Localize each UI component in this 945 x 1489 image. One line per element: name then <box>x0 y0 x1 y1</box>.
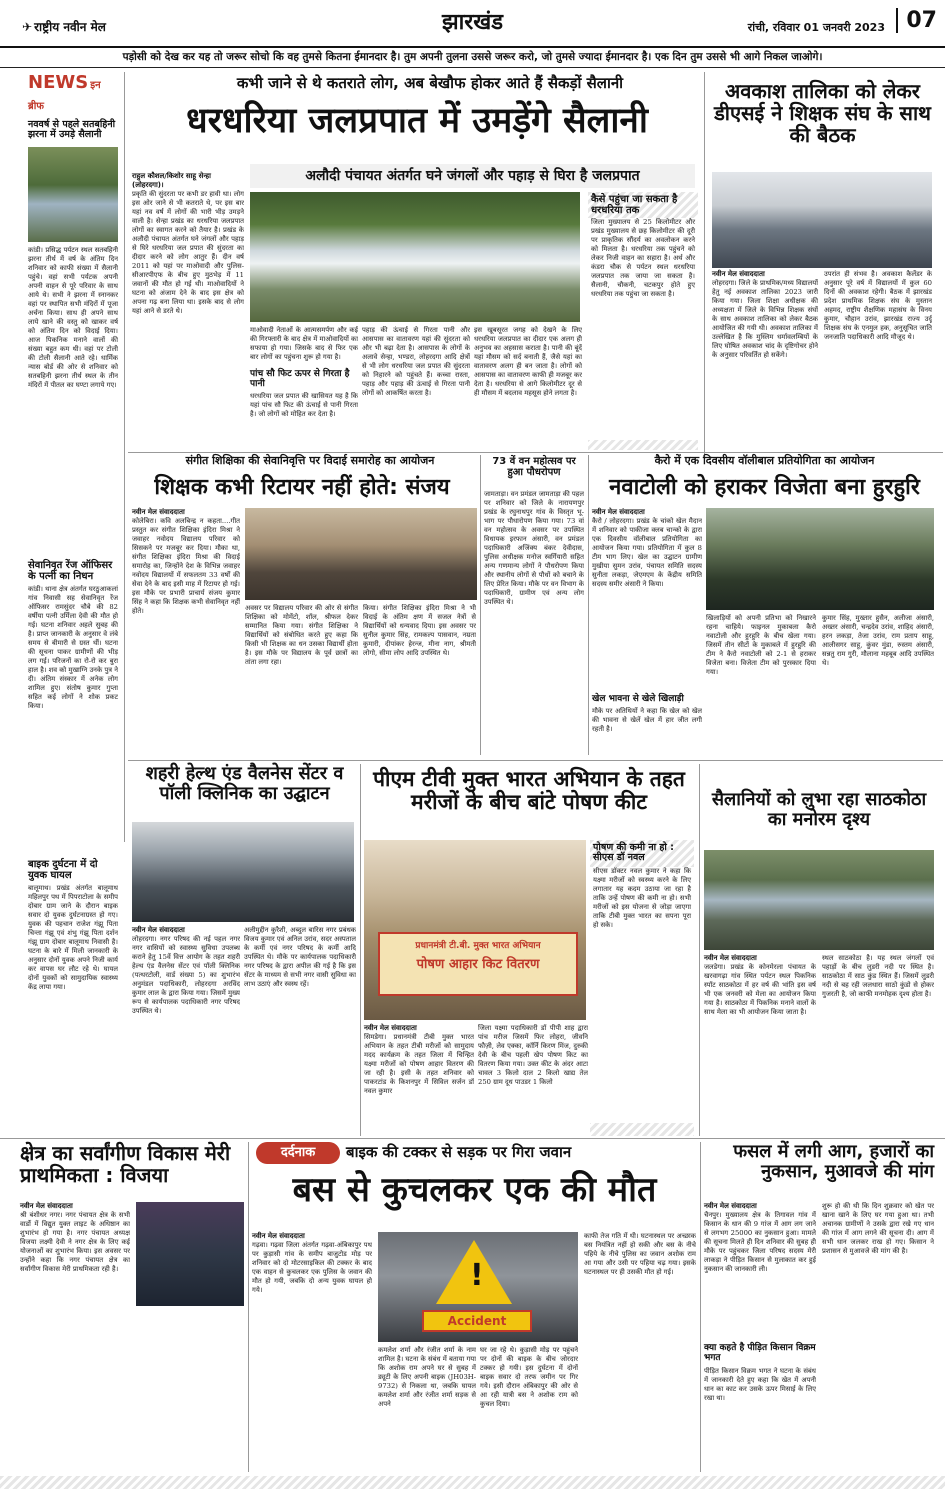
news-brief-logo <box>28 72 118 114</box>
bird-icon: ✈ <box>22 20 33 34</box>
lead-col2-subhead: पांच सौ फिट ऊपर से गिरता है पानी <box>250 369 350 389</box>
volleyball-team-photo <box>706 508 934 610</box>
pm-col2-text: जिला यक्ष्मा पदाधिकारी डॉ पीपी शाह द्वारा पांच मरीज जिसमें फिर लोहरा, जीवनि फौज़ी, लेव एक्का, कॉर्नि किरण मिंज, दुरुकी देवी के बीच पहली खेप पोषण किट का वितरण किया गया। उक्त कीट के अंदर आटा चावल 3 किलो दाल 2 किलो खाद्य तेल 250 ग्राम दूध पाउडर 1 किलो <box>478 1024 588 1086</box>
streetlight-photo <box>136 1202 244 1306</box>
brief2-headline: सेवानिवृत रेंज ऑफिसर के पत्नी का निधन <box>28 559 113 582</box>
bus-headline: बस से कुचलकर एक की मौत <box>292 1170 657 1210</box>
bus-col1 <box>252 1232 372 1472</box>
divider <box>124 72 125 842</box>
daily-quote: पड़ोसी को देख कर यह तो जरूर सोचो कि वह तुमसे कितना ईमानदार है। तुम अपनी तुलना उससे जरूर करो, जो तुमसे ज्यादा ईमानदार है। एक दिन तुम उससे भी आगे निकल जाओगे। <box>122 51 823 63</box>
brief3-text: बालूमाथ। प्रखंड अंतर्गत बालूमाथ महिलपुर पथ में पिपराटोला के समीप दोबार ग्राम जाने के दौरान बाइक सवार दो युवक दुर्घटनाग्रस्त हो गए। युवक की पहचान राजेश गंझू पिता चिन्ता गंझू एवं शंभु गंझू पिता दर्शन गंझू ग्राम दोबार बालूमाथ निवासी है। घटना के बारे में मिली जानकारी के अनुसार दोनों युवक अपने निजी कार्य कर वापस घर लौट रहे थे। घायल दोनों युवकों को सामुदायिक स्वास्थ्य केंद्र लाया गया। <box>28 883 118 991</box>
health-col1 <box>132 926 240 1134</box>
lead-headline: धरधरिया जलप्रपात में उमड़ेंगे सैलानी <box>186 101 648 141</box>
brief1-headline: नववर्ष से पहले सतबहिनी झरना में उमड़े सैलानी <box>28 119 116 141</box>
lead-col2 <box>250 326 358 450</box>
pm-byline: नवीन मेल संवाददाता <box>364 1024 417 1032</box>
tragic-tag: दर्दनाक <box>256 1142 340 1164</box>
fasal-col1-text: चैनपुर। मुख्यालय क्षेत्र के तिगावल गांव में किसान के धान की 9 गांज में आग लग जाने से लगभग 25000 का नुकसान हुआ। मामले की सूचना मिलते ही दिन शनिवार की सुबह ही मौके पर पहुंचकर जिला परिषद सदस्य मेरी लाकड़ा ने पीड़ित किसान से मुलाकात कर हुई नुकसान की जानकारी ली। <box>704 1211 816 1273</box>
bus-byline: नवीन मेल संवाददाता <box>252 1232 305 1240</box>
accident-photo <box>378 1232 578 1342</box>
news-logo-text: NEWS <box>28 72 89 93</box>
teacher-col2-text: अवसर पर विद्यालय परिवार की ओर से संगीत शिक्षिका को मोमेंटो, शॉल, श्रीफल देकर सम्मानित किया गया। संगीत शिक्षिका ने विद्यार्थियों को संबोधित करते हुए कहा कि किसी भी शिक्षक का धन उसका विद्यार्थी होता है। इस मौके पर विद्यालय के पूर्व छात्रों का तांता लगा रहा। <box>245 604 358 666</box>
news-logo-sub: इन ब्रीफ <box>28 80 101 112</box>
brief2-text: कांडी। थाना क्षेत्र अंतर्गत घरठुआकलां गांव निवासी सह सेवानिवृत रेंज ऑफिसर रामसुंदर चौबे की 82 वर्षीया पत्नी उर्मिला देवी की मौत हो गई। घटना शनिवार अहले सुबह की है। प्राप्त जानकारी के अनुसार वे लंबे समय से बीमारी से ग्रस्त थीं। घटना की सूचना पाकर ग्रामीणों की भीड़ लग गई। परिजनों का रो-रो कर बुरा हाल है। शव को मुखाग्नि उनके पुत्र ने दी। अंतिम संस्कार में अनेक लोग शामिल हुए। संतोष कुमार गुप्ता सहित कई लोगों ने शोक प्रकट किया। <box>28 584 118 710</box>
masthead <box>0 0 945 48</box>
lead-box-title: कैसे पहुंचा जा सकता है धरधरिया तक <box>591 194 678 216</box>
divider <box>588 455 589 755</box>
pm-box-text: सीएस डॉक्टर नवल कुमार ने कहा कि यक्ष्मा मरीजों को स्वस्थ्य करने के लिए लगातार यह कदम उठाया जा रहा है ताकि उन्हें पोषण की कमी ना हो। सभी मरीजों को इस योजना से जोड़ा जाएगा ताकि टीबी मुक्त भारत का सपना पूरा हो सके। <box>590 867 694 1123</box>
brief1-text: कांडी। प्रसिद्ध पर्यटन स्थल सतबहिनी झरना तीर्थ में वर्ष के अंतिम दिन शनिवार को काफी संख्या में सैलानी पहुंचे। वहां सभी पर्यटक अपनी अपनी वाहन से पूरे परिवार के साथ आये थे। सभी ने झरना में स्नानकर वहां पर स्थापित सभी मंदिरों में पूजा अर्चना किया। साथ ही अपने साथ लाये खाने की वस्तु को खाकर वर्ष को अंतिम दिन को विदाई दिया। आज पिकनिक मनाने वालों की संख्या बहुत कम थी। वहां पर टोली की टोली सैलानी आते रहे। धार्मिक न्यास बोर्ड की ओर से शनिवार को सतबहिनी झरना तीर्थ स्थल के तीन मंदिरों में पीतल का घण्टा लगाये गए। <box>28 245 118 389</box>
dateline: रांची, रविवार 01 जनवरी 2023 <box>747 21 885 34</box>
footer-pattern <box>0 1476 945 1489</box>
brief3-headline: बाइक दुर्घटना में दो युवक घायल <box>28 858 98 881</box>
sathkothwa-col1-text: जलडेगा। प्रखंड के कोनमेरला पंचायत के खरवागढ़ा गांव स्थित पर्यटन स्थल पिकनिक स्पॉट साठकोठा में हर वर्ष की भांति इस वर्ष भी एक जनवरी को मेला का आयोजन किया गया है। साठकोठा में पिकनिक मनाने वालों के साथ मेला का भी आयोजन किया जाता है। <box>704 963 816 1016</box>
kit-banner-line1: प्रधानमंत्री टी.बी. मुक्त भारत अभियान <box>415 941 541 951</box>
teacher-col3-text: किया। संगीत शिक्षिका इंदिरा मिश्रा ने भी विदाई के अंतिम क्षण में सजल नेत्रों से विद्यार्थियों को धन्यवाद दिया। इस अवसर पर सुनील कुमार सिंह, रामकल्प पासवान, नम्रता कुमारी, दीपांकर हेरन्ज, मीना नाग, श्रीमती लोगो, सीमा लोप आदि उपस्थित थे। <box>363 604 476 657</box>
van-headline: 73 वें वन महोत्सव पर हुआ पौधरोपण <box>492 456 576 478</box>
health-col2-text: अलीमुद्दीन कुरैशी, अब्दुल बारिस नगर प्रबंधक विजय कुमार एवं अनिल उरांव, सदर अस्पताल के कर्मी एवं नगर परिषद के कर्मी आदि उपस्थित थे। मौके पर कार्यपालक पदाधिकारी नगर परिषद के द्वारा अपील की गई है कि इस सेंटर के माध्यम से सभी नगर वासी सुविधा का लाभ उठाएं और स्वस्थ रहें। <box>244 926 356 988</box>
teacher-col1 <box>132 508 240 756</box>
fasal-byline: नवीन मेल संवाददाता <box>704 1202 757 1210</box>
section-title: झारखंड <box>441 10 504 35</box>
fasal-col2-text: शुरू हो की थी कि दिन शुक्रवार को खेत पर खाना खाने के लिए घर गया हुआ था। तभी अचानक ग्रामीणों ने उसके द्वारा रखे गए धान की गांज में आग लगने की सूचना दी। आग में सभी धान जलकर राख हो गए। किसान ने प्रशासन से मुआवजे की मांग की है। <box>822 1202 934 1255</box>
fasal-col1b-text: पीड़ित किसान विक्रम भगत ने घटना के संबंध में जानकारी देते हुए कहा कि खेत में अपनी धान का काट कर उसके ऊपर मिसाई के लिए रखा था। <box>704 1366 816 1402</box>
lead-col4-text: इस खूबसूरत जगह को देखने के लिए धरधरिया जलप्रपात का दीदार एक अलग ही अनुभव का अहसास कराता है। पानी की बूंदें यहां मौसम को सर्द बनाती हैं, जैसे यहां का वातावरण अलग ही बन जाता है। लोगों को आसपास का वातावरण काफी ही मजबूर कर देता है। धरधरिया से आगे किलोमीटर दूर से ही मौसम में बदलाव महसूस होने लगता है। <box>474 326 582 397</box>
teacher-col1-text: कोलेबिरा। कवि अलबिन्द्र न कहता....गीत प्रस्तुत कर संगीत शिक्षिका इंदिरा मिश्रा ने जवाहर नवोदय विद्यालय परिवार को सिसकने पर मजबूर कर दिया। मौका था, संगीत शिक्षिका इंदिरा मिश्रा की विदाई समारोह का, जिन्होंने देश के विभिन्न जवाहर नवोदय विद्यालयों में सफलतम 33 वर्षों की सेवा देने के बाद इसी माह में रिटायर हो गई। इस मौके पर प्रभारी प्राचार्य संजय कुमार सिंह ने कहा कि शिक्षक कभी सेवानिवृत नहीं होते। <box>132 517 240 615</box>
health-headline: शहरी हेल्थ एंड वैलनेस सेंटर व पॉली क्लिनिक का उद्घाटन <box>145 763 344 804</box>
bus-col3-text: घर जा रहे थे। कुड़ासी मोड़ पर पहुंचने पर दोनों की बाइक के बीच जोरदार टक्कर हो गयी। इस दुर्घटना में दोनों बाइक सवार दो तरफ जमीन पर गिर गये। इसी दौरान अंबिकापुर की ओर से आ रही यात्री बस ने अशोक राम को कुचल दिया। <box>480 1346 578 1408</box>
vijaya-col <box>20 1202 130 1472</box>
bus-col1-text: गढ़वा। गढ़वा जिला अंतर्गत गढ़वा-अंबिकापुर पथ पर कुड़ासी गांव के समीप बाजुटोड मोड़ पर शनिवार को दो मोटरसाइकिल की टक्कर के बाद एक वाहन से कुचलकर एक पुलिस के जवान की मौत हो गयी, जबकि दो अन्य युवक घायल हो गये। <box>252 1241 372 1294</box>
volley-col1 <box>592 508 702 756</box>
health-col1-text: लोहरदगा। नगर परिषद की नई पहल नगर नगर वासियों को स्वास्थ्य सुविधा उपलब्ध कराने हेतु 15वें वित्त आयोग के तहत शहरी हेल्थ एंड वैलनेस सेंटर एवं पॉली क्लिनिक (पत्थरटोली, वार्ड संख्या 5) का शुभारंभ अनुमंडल पदाधिकारी, लोहरदगा अरविंद कुमार लाल के द्वारा किया गया। जिसमें मुख्य रूप से कार्यपालक पदाधिकारी नगर परिषद उपस्थित थे। <box>132 935 240 1015</box>
accident-label: Accident <box>422 1310 532 1332</box>
lead-kicker: कभी जाने से थे कतराते लोग, अब बेखौफ होकर आते हैं सैकड़ों सैलानी <box>236 74 624 92</box>
avkash-col1-text: लोहरदगा। जिले के प्राथमिक/मध्य विद्यालयों हेतु नई अवकाश तालिका 2023 जारी किया गया। जिला शिक्षा अधीक्षक की अध्यक्षता में जिले के विभिन्न शिक्षक संघों के साथ अवकाश तालिका को लेकर बैठक आयोजित की गयी थी। अवकाश तालिका में उल्लेखित है कि मुस्लिम धर्मावलम्बियों के लिए घोषित अवकाश चांद के दृष्टिगोचर होने के अनुसार परिवर्तित हो सकेंगे। <box>712 279 818 359</box>
kit-banner-line2: पोषण आहार किट वितरण <box>416 956 540 972</box>
waterfall-photo <box>28 147 118 242</box>
lead-col2-text: माओवादी नेताओं के आत्मसमर्पण और कई की गिरफ्तारी के बाद क्षेत्र में माओवादियों का सफाया हो गया। जिसके बाद से फिर एक बार लोगों का पहुंचना शुरू हो गया है। <box>250 326 358 361</box>
volley-col1b-text: मौके पर अतिथियों ने कहा कि खेल को खेल की भावना से खेलें खेल में हार जीत लगी रहती है। <box>592 706 702 733</box>
page-number: 07 <box>896 8 937 33</box>
divider <box>248 1142 249 1472</box>
health-byline: नवीन मेल संवाददाता <box>132 926 185 934</box>
lead-info-box <box>588 192 698 450</box>
farewell-group-photo <box>245 508 477 600</box>
volley-col2-text: खिलाड़ियों को अपनी प्रतिभा को निखारने रहना चाहिये। फाइनल मुकाबला कैरो नवाटोली और हुरहुरि के बीच खेला गया। जिसमें तीन सीटों के मुकाबले में हुरहुरि की टीम ने कैरो नवाटोली को 2-1 से हराकर विजेता बना। विजेता टीम को पुरस्कार दिया गया। <box>706 614 816 676</box>
lead-col1-text: प्रकृति की सुंदरता पर कभी डर हावी था। लोग इस ओर जाने से भी कतराते थे, पर इस बार यहां नव वर्ष में लोगों की भारी भीड़ उमड़ने वाली है। सेन्हा प्रखंड का धरधरिया जलप्रपात लोगों का स्वागत करने को तैयार है। प्रखंड के अलौदी पंचायत अंतर्गत घने जंगलों और पहाड़ से घिरे धरधरिया जल प्रपात की सुंदरता का दीदार करने को लोग आतुर हैं। दीन वर्ष 2011 को यहां पर माओवादी और पुलिस-सीआरपीएफ के बीच हुए मुठभेड़ में 11 जवानों की मौत हो गई थी। माओवादियों ने घटना को अंजाम देने के बाद इस क्षेत्र को अपना गढ़ बना लिया था। इसके बाद से लोग यहां आने से डरते थे। <box>132 190 244 315</box>
fasal-subhead: क्या कहते है पीड़ित किसान विक्रम भगत <box>704 1343 816 1363</box>
sathkothwa-col1 <box>704 954 816 1136</box>
teacher-headline: शिक्षक कभी रिटायर नहीं होते: संजय <box>154 475 450 500</box>
lead-col2b-text: धरधरिया जल प्रपात की खासियत यह है कि यहां पांच सौ फिट की ऊंचाई से पानी गिरता है। जो लोगों को मोहित कर देता है। <box>250 391 358 418</box>
avkash-col1 <box>712 270 818 454</box>
volley-byline: नवीन मेल संवाददाता <box>592 508 645 516</box>
fasal-col1 <box>704 1202 816 1472</box>
avkash-byline: नवीन मेल संवाददाता <box>712 270 765 278</box>
divider <box>700 1142 701 1472</box>
divider <box>699 764 700 1136</box>
divider <box>0 1138 945 1139</box>
vijaya-byline: नवीन मेल संवाददाता <box>20 1202 73 1210</box>
lead-col3-text: पहाड़ की ऊंचाई से गिरता पानी और आसपास का वातावरण यहां की सुंदरता को और भी बढ़ा देता है। आसपास के लोगों के अलावे सेन्हा, भण्डरा, लोहरदगा आदि क्षेत्रों से भी लोग धरधरिया जल प्रपात की सुंदरता को निहारने को पहुंचते हैं। कच्चा रास्ता, पहाड़ और पहाड़ की ऊंचाई से गिरता पानी लोगों को आकर्षित करता है। <box>362 326 470 397</box>
bus-col2-text: कमलेश शर्मा और रंजीत शर्मा के नाम शामिल है। घटना के संबंध में बताया गया कि अशोक राम अपने घर से सुबह में ड्यूटी के लिए अपनी बाइक (JH03H-9732) से निकला था, जबकि घायल कमलेश शर्मा और रंजीत शर्मा सड़क से अपने <box>378 1346 476 1408</box>
inauguration-photo <box>132 822 354 922</box>
sathkothwa-byline: नवीन मेल संवाददाता <box>704 954 757 962</box>
sathkothwa-col2-text: स्थल साठकोठा है। यह स्थल जंगलों एवं पहाड़ों के बीच लुडरी नदी पर स्थित है। साठकोठा में साठ कुंड स्थित हैं। जिसमें लुडरी नदी से बह रही जलधारा साठो कुंडो से होकर गुजरती है, जो काफी मनमोहक दृश्य होता है। <box>822 954 934 998</box>
van-text: जामताड़ा। वन प्रमंडल जामताड़ा की पहल पर शनिवार को जिले के नारायणपुर प्रखंड के रघुनाथपुर गांव के विस्तृत भू-भाग पर पौधारोपण किया गया। 73 वां वन महोत्सव के अवसर पर उपस्थित विधायक इरफान अंसारी, वन प्रमंडल पदाधिकारी अजिंक्य बंकर देवीदास, पुलिस अधीक्षक मनोज स्वर्गियारी सहित अन्य गणमान्य लोगों ने पौधरोपण किया और स्थानीय लोगों से पौधों को बचाने के लिए प्रेरित किया। मौके पर वन विभाग के पदाधिकारी, ग्रामीण एवं अन्य लोग उपस्थित थे। <box>484 490 584 606</box>
lead-byline: राहुल कौशल/किशोर साहू सेन्हा (लोहरदगा)। <box>132 172 211 189</box>
bus-col4-text: काफी तेज गति में थी। घटनास्थल पर अच्छाक बस नियंत्रित नहीं हो सकी और बस के नीचे पहिये के नीचे पुलिस का जवान अशोक राम आ गया और उसी पर पहिया चढ़ गया। इसके घटनास्थल पर ही उसकी मौत हो गई। <box>584 1232 696 1276</box>
fasal-headline: फसल में लगी आग, हजारों का नुकसान, मुआवजे की मांग <box>733 1141 934 1182</box>
waterfall-main-photo <box>250 192 580 322</box>
lead-box-text: जिला मुख्यालय से 25 किलोमीटर और प्रखंड मुख्यालय से छह किलोमीटर की दूरी पर प्राकृतिक सौंदर्य का अवलोकन करने को मिलता है। धरधरिया तक पहुंचने को लेकर निजी वाहन का सहारा है। अर्थ और कंडरा चौक से पर्यटन स्थल धरधरिया जलप्रपात तक जाया जा सकता है। सैलानी, चौकनी, चटकपुर होते हुए धरधरिया तक पहुंचा जा सकता है। <box>588 218 698 440</box>
avkash-col2-text: उपरांत ही संभव है। अवकाश कैलेंडर के अनुसार पूरे वर्ष में विद्यालयों में कुल 60 दिनों की अवकाश रहेगी। बैठक में झारखंड प्रदेश प्राथमिक शिक्षक संघ के मुस्तान अहमद, राष्ट्रीय शैक्षणिक महासंघ के विनय कुमार, चौहान उरांव, झारखंड राज्य उर्दू शिक्षक संघ के एनमुल हक, अनुसूचित जाति जनजाति पदाधिकारी आदि मौजूद थे। <box>824 270 932 341</box>
volley-col3-text: कुमार सिंह, मुख्तार हुसैन, अलीजा अंसारी, अख्तर अंसारी, चन्द्रदेव उरांव, शाहिद अंसारी, हरन लकड़ा, तेजा उरांव, राम प्रताप साहू, आलीसगर साहू, कुंवर मुंडा, रुस्तम अंसारी, सन्नतु राम गुरी, मौलाना महबूब आदि उपस्थित थे। <box>822 614 934 667</box>
divider <box>0 67 945 68</box>
volley-col1-text: कैरो / लोहरदगा। प्रखंड के चांको खेल मैदान में शनिवार को पाकीजा क्लब चान्को के द्वारा एक दिवसीय वॉलीबाल प्रतियोगिता का आयोजन किया गया। प्रतियोगिता में कुल 8 टीम भाग लिए। खेल का उद्घाटन ग्रामीण मुखीया सुमन उरांव, पंचायत समिति सदस्य सुनीता लकड़ा, जेएमएम के केंद्रीय समिति सदस्य समीर अंसारी ने किया। <box>592 517 702 588</box>
lead-subhead: अलौदी पंचायत अंतर्गत घने जंगलों और पहाड़ से घिरा है जलप्रपात <box>250 164 695 188</box>
pm-col1 <box>364 1024 474 1136</box>
sathkothwa-headline: सैलानियों को लुभा रहा साठकोठा का मनोरम दृश्य <box>711 789 927 830</box>
kit-banner <box>378 932 578 996</box>
vijaya-text: श्री बंशीधर नगर। नगर पंचायत क्षेत्र के सभी वार्डो में विद्युत युक्त लाइट के अधिष्ठान का शुभारंभ हो गया है। नगर पंचायत अध्यक्ष विजया लक्ष्मी देवी ने नगर क्षेत्र के लिए कई योजनाओं का शुभारंभ किया। इस अवसर पर उन्होंने कहा कि नगर पंचायत क्षेत्र का सर्वांगीण विकास मेरी प्राथमिकता रही है। <box>20 1211 130 1273</box>
warning-exclaim-icon: ! <box>470 1258 484 1293</box>
volley-kicker: कैरो में एक दिवसीय वॉलीबाल प्रतियोगिता का आयोजन <box>654 454 875 467</box>
logo-text: राष्ट्रीय नवीन मेल <box>34 20 106 34</box>
divider <box>128 760 943 761</box>
divider <box>128 452 943 453</box>
lead-col1 <box>132 172 244 450</box>
divider <box>704 72 705 462</box>
vijaya-headline: क्षेत्र का सर्वांगीण विकास मेरी प्राथमिकता : विजया <box>20 1141 231 1187</box>
sathkothwa-photo <box>704 850 934 950</box>
avkash-headline: अवकाश तालिका को लेकर डीएसई ने शिक्षक संघ के साथ की बैठक <box>714 79 931 147</box>
volley-subhead: खेल भावना से खेले खिलाड़ी <box>592 694 684 704</box>
pm-headline: पीएम टीवी मुक्त भारत अभियान के तहत मरीजों के बीच बांटे पोषण कीट <box>373 767 685 815</box>
bus-kicker: बाइक की टक्कर से सड़क पर गिरा जवान <box>346 1143 572 1161</box>
pm-info-box <box>590 840 694 1136</box>
pm-col1-text: सिमडेगा। प्रधानमंत्री टीबी मुक्त भारत अभियान के तहत टीबी मरीजों को सामुदाय मदद कार्यक्रम के तहत जिला में चिन्हित यक्ष्मा मरीजों को पोषण आहार वितरण की जा रही है। इसी के तहत शनिवार को पाकरटांड के किशनपुर में सिविल सर्जन डॉ नवल कुमार <box>364 1033 474 1095</box>
divider <box>480 455 481 755</box>
teacher-kicker: संगीत शिक्षिका की सेवानिवृत्ति पर विदाई समारोह का आयोजन <box>185 454 435 467</box>
meeting-photo <box>712 172 932 268</box>
nutrition-kit-photo <box>364 840 586 1020</box>
teacher-byline: नवीन मेल संवाददाता <box>132 508 185 516</box>
pm-box-title: पोषण की कमी ना हो : सीएस डॉ नवल <box>593 842 674 864</box>
volley-headline: नवाटोली को हराकर विजेता बना हुरहुरि <box>609 475 920 500</box>
divider <box>360 764 361 1136</box>
